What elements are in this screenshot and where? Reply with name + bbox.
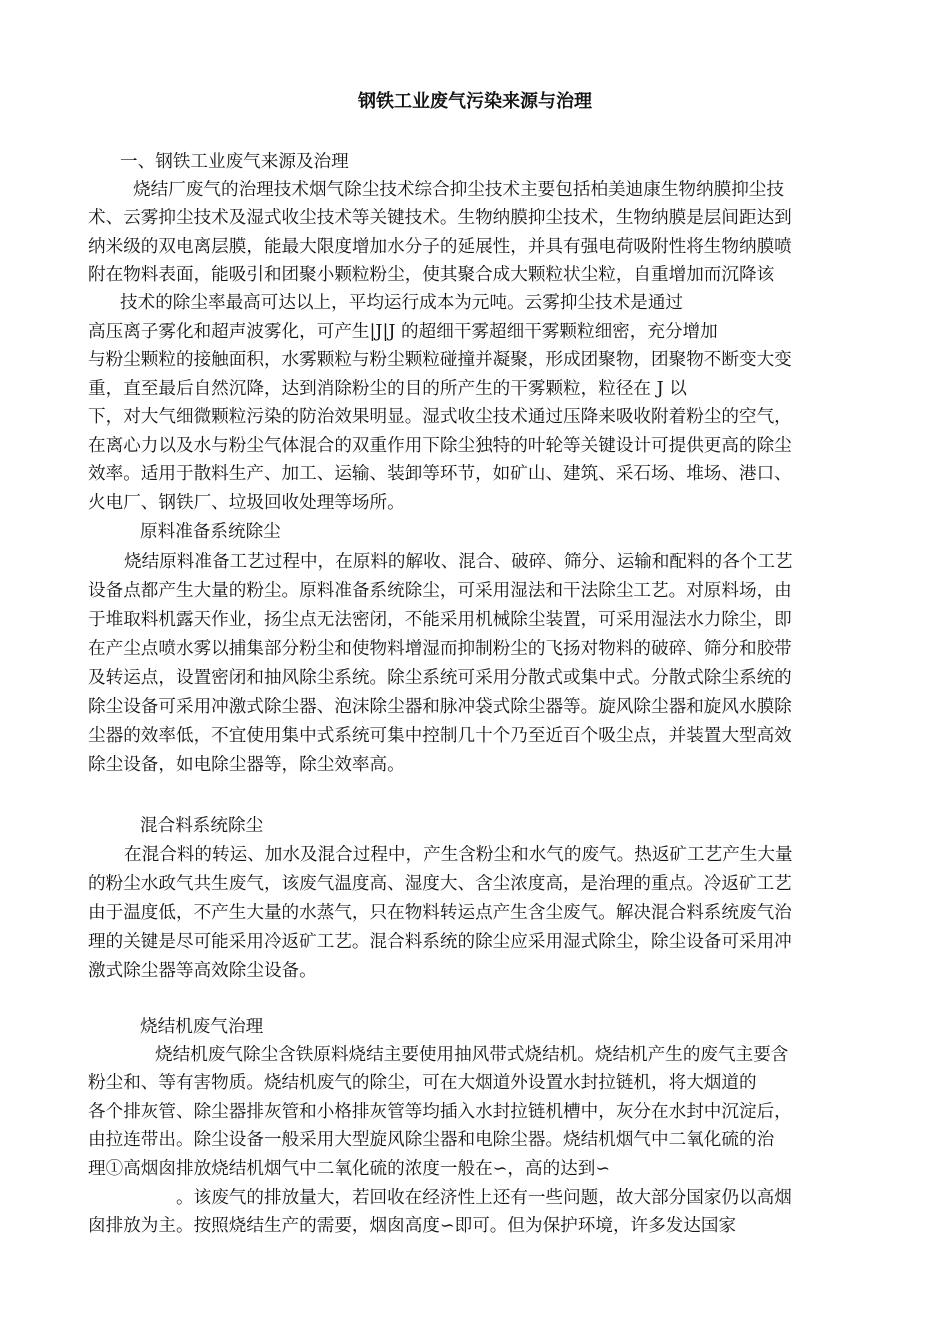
paragraph-line: 由于温度低，不产生大量的水蒸气，只在物料转运点产生含尘废气。解决混合料系统废气治: [88, 903, 792, 923]
paragraph-line: 在产尘点喷水雾以捕集部分粉尘和使物料增湿而抑制粉尘的飞扬对物料的破碎、筛分和胶带: [88, 639, 792, 659]
paragraph-line: 的粉尘水政气共生废气，该废气温度高、湿度大、含尘浓度高，是治理的重点。冷返矿工艺: [88, 874, 792, 894]
document-title: 钢铁工业废气污染来源与治理: [358, 91, 592, 112]
paragraph-line: 在混合料的转运、加水及混合过程中，产生含粉尘和水气的废气。热返矿工艺产生大量: [124, 845, 793, 865]
paragraph-line: 烧结机废气除尘含铁原料烧结主要使用抽风带式烧结机。烧结机产生的废气主要含: [155, 1045, 789, 1065]
paragraph-line: 激式除尘器等高效除尘设备。: [88, 961, 317, 981]
paragraph-line: 设备点都产生大量的粉尘。原料准备系统除尘，可采用湿法和干法除尘工艺。对原料场，由: [88, 581, 792, 601]
paragraph-line: 在离心力以及水与粉尘气体混合的双重作用下除尘独特的叶轮等关键设计可提供更高的除尘: [88, 436, 792, 456]
paragraph-line: 除尘设备可采用冲激式除尘器、泡沫除尘器和脉冲袋式除尘器等。旋风除尘器和旋风水膜除: [88, 697, 792, 717]
paragraph-line: 纳米级的双电离层膜，能最大限度增加水分子的延展性，并具有强电荷吸附性将生物纳膜喷: [88, 237, 792, 257]
paragraph-line: 术、云雾抑尘技术及湿式收尘技术等关键技术。生物纳膜抑尘技术，生物纳膜是层间距达到: [88, 208, 792, 228]
section-heading: 一、钢铁工业废气来源及治理: [120, 152, 349, 172]
paragraph-line: 效率。适用于散料生产、加工、运输、装卸等环节，如矿山、建筑、采石场、堆场、港口、: [88, 464, 792, 484]
paragraph-line: 理①高烟囱排放烧结机烟气中二氧化硫的浓度一般在∽，高的达到∽: [88, 1159, 611, 1179]
section-heading: 原料准备系统除尘: [140, 522, 281, 542]
paragraph-line: 粉尘和、等有害物质。烧结机废气的除尘，可在大烟道外设置水封拉链机，将大烟道的: [88, 1073, 757, 1093]
paragraph-line: 与粉尘颗粒的接触面积，水雾颗粒与粉尘颗粒碰撞并凝聚，形成团聚物，团聚物不断变大变: [88, 350, 792, 370]
paragraph-line: 理的关键是尽可能采用冷返矿工艺。混合料系统的除尘应采用湿式除尘，除尘设备可采用冲: [88, 932, 792, 952]
paragraph-line: 于堆取料机露天作业，扬尘点无法密闭，不能采用机械除尘装置，可采用湿法水力除尘，即: [88, 610, 792, 630]
paragraph-line: 尘器的效率低，不宜使用集中式系统可集中控制几十个乃至近百个吸尘点，并装置大型高效: [88, 726, 792, 746]
section-heading: 混合料系统除尘: [140, 816, 264, 836]
paragraph-line: 技术的除尘率最高可达以上，平均运行成本为元吨。云雾抑尘技术是通过: [120, 293, 684, 313]
paragraph-line: 火电厂、钢铁厂、垃圾回收处理等场所。: [88, 493, 405, 513]
paragraph-line: 由拉连带出。除尘设备一般采用大型旋风除尘器和电除尘器。烧结机烟气中二氧化硫的治: [88, 1130, 775, 1150]
paragraph-line: 。该废气的排放量大，若回收在经济性上还有一些问题，故大部分国家仍以高烟: [176, 1188, 792, 1208]
paragraph-line: 及转运点，设置密闭和抽风除尘系统。除尘系统可采用分散式或集中式。分散式除尘系统的: [88, 668, 792, 688]
paragraph-line: 下，对大气细微颗粒污染的防治效果明显。湿式收尘技术通过压降来吸收附着粉尘的空气，: [88, 407, 792, 427]
paragraph-line: 高压离子雾化和超声波雾化，可产生|J|J 的超细干雾超细干雾颗粒细密，充分增加: [88, 322, 718, 342]
paragraph-line: 囱排放为主。按照烧结生产的需要，烟囱高度∽即可。但为保护环境，许多发达国家: [88, 1216, 737, 1236]
paragraph-line: 附在物料表面，能吸引和团聚小颗粒粉尘，使其聚合成大颗粒状尘粒，自重增加而沉降该: [88, 265, 775, 285]
paragraph-line: 烧结原料准备工艺过程中，在原料的解收、混合、破碎、筛分、运输和配料的各个工艺: [124, 552, 793, 572]
paragraph-line: 各个排灰管、除尘器排灰管和小格排灰管等均插入水封拉链机槽中，灰分在水封中沉淀后，: [88, 1102, 792, 1122]
paragraph-line: 烧结厂废气的治理技术烟气除尘技术综合抑尘技术主要包括柏美迪康生物纳膜抑尘技: [133, 180, 784, 200]
paragraph-line: 重，直至最后自然沉降，达到消除粉尘的目的所产生的干雾颗粒，粒径在 J 以: [88, 379, 687, 399]
section-heading: 烧结机废气治理: [140, 1017, 264, 1037]
paragraph-line: 除尘设备，如电除尘器等，除尘效率高。: [88, 755, 405, 775]
